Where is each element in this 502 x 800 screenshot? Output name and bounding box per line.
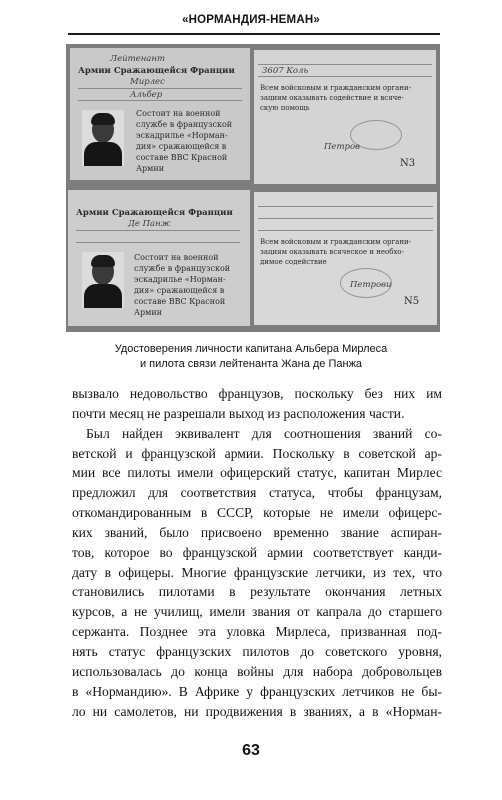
text-line: сержанта. Позднее эта уловка Мирлеса, призванная под-	[72, 624, 442, 640]
card-line-1: Всем войсковым и гражданским органи-	[260, 238, 412, 246]
page-number: 63	[242, 742, 260, 759]
surname-handwritten: Де Панж	[128, 219, 171, 229]
text-line: Был найден эквивалент для соотношения званий со-	[86, 425, 442, 441]
name-handwritten: Альбер	[130, 90, 163, 100]
card-text: Состоит на военной службе в французской эскадрилье «Норман- дия» сражающейся в составе ВВС Красной Армии	[134, 253, 231, 317]
portrait-mirles	[82, 110, 124, 166]
text-line: становились пилотами в результате окончания летных	[72, 584, 442, 600]
org-line: Армии Сражающейся Франции	[78, 66, 235, 76]
card-line-2: зациям оказывать всяческое и необхо-	[260, 248, 404, 256]
text-line: предложил для соответствия статуса, чтобы французам,	[72, 485, 442, 501]
handwritten-header: Лейтенант	[110, 54, 166, 64]
org-line: Армии Сражающейся Франции	[76, 208, 233, 218]
text-line: мии все пилоты имели офицерский статус, капитан Мирлес	[72, 465, 442, 481]
caption-line-1: Удостоверения личности капитана Альбера Мирлеса	[114, 343, 388, 355]
card-line-1: Всем войсковым и гражданским органи-	[260, 84, 412, 92]
caption-line-2: и пилота связи лейтенанта Жана де Панжа	[139, 358, 363, 370]
id-card-mirles-back	[254, 50, 436, 184]
handwritten-row: 3607 Коль	[262, 66, 309, 76]
text-line: ло ни самолетов, ни продвижения в званиях, а в «Норман-	[72, 703, 442, 719]
body-text	[72, 384, 442, 721]
id-card-depanj-back	[254, 192, 437, 325]
text-line: откомандированным в СССР, которые не имели офицерс-	[72, 505, 442, 521]
text-line: тов, которое во французской армии соответствует канди-	[72, 544, 442, 560]
text-line: в «Нормандию». В Африке у французских летчиков не бы-	[72, 683, 442, 699]
header-rule	[68, 33, 440, 35]
card-text: Состоит на военной службе в французской эскадрилье «Норман- дия» сражающейся в составе ВВС Красной Армии	[136, 109, 233, 173]
text-line: ветской и французской армии. Поскольку в советской ар-	[72, 445, 442, 461]
text-line: курсов, а не училищ, имели звания от капрала до старшего	[72, 604, 442, 620]
id-card-depanj-front	[68, 190, 250, 326]
id-documents-photo	[66, 44, 440, 332]
id-card-mirles-front	[70, 48, 250, 180]
running-header: «НОРМАНДИЯ-НЕМАН»	[182, 14, 320, 26]
surname-handwritten: Мирлес	[130, 77, 165, 87]
signature: Петров	[324, 142, 361, 152]
text-line: нять статус французских пилотов до советского уровня,	[72, 643, 442, 659]
card-number: N3	[400, 158, 416, 169]
text-line: вызвало недовольство французов, поскольку без них им	[72, 386, 442, 401]
text-line: ких званий, было присвоено временно звание аспиран-	[72, 524, 442, 540]
text-line: почти месяц не разрешали выход из расположения части.	[72, 405, 405, 421]
portrait-depanj	[82, 252, 124, 308]
card-line-2: зациям оказывать содействие и всяче-	[260, 94, 404, 102]
card-line-3: димое содействие	[260, 258, 327, 266]
text-line: дату в офицеры. Многие французские летчики, из тех, что	[72, 564, 442, 580]
signature: Петрови	[350, 280, 392, 290]
photo-caption	[40, 342, 462, 372]
card-line-3: скую помощь	[260, 104, 310, 112]
text-line: использовалась до конца войны для набора добровольцев	[72, 663, 442, 679]
card-number: N5	[404, 296, 420, 307]
